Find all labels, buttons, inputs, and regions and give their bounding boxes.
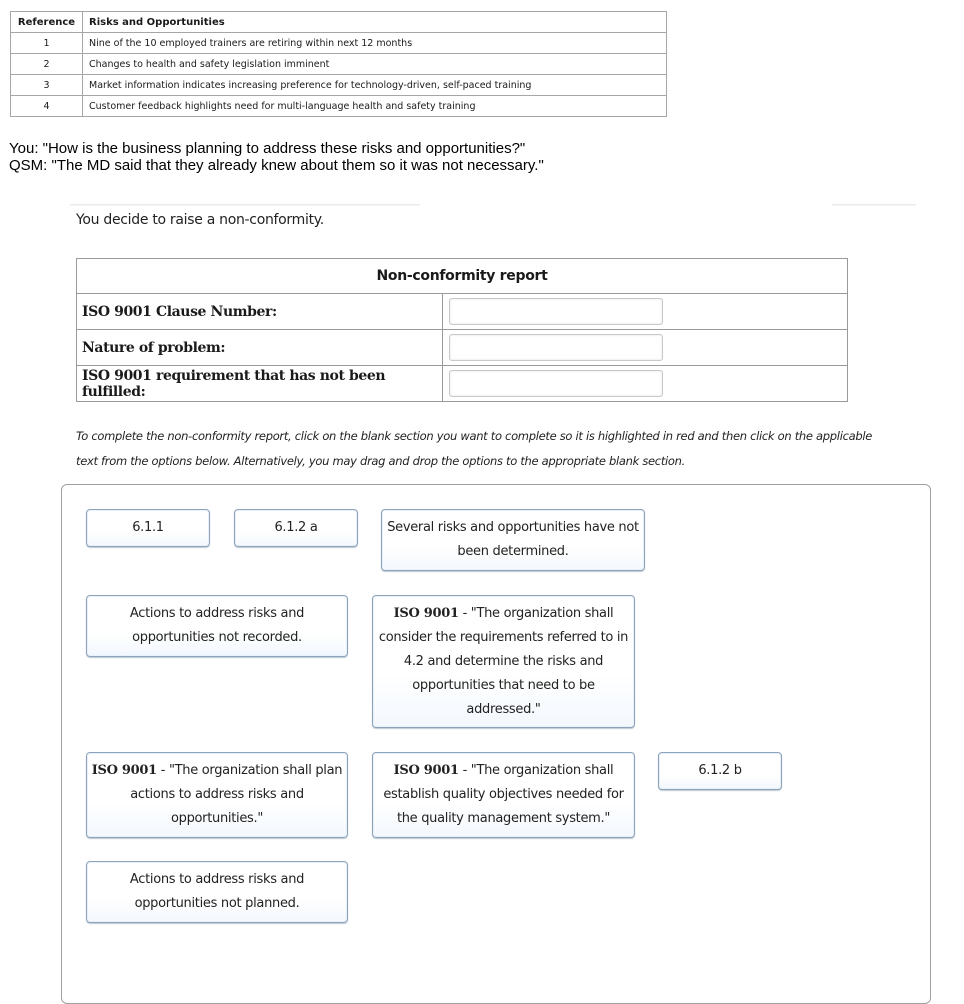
- option-6-1-2-a[interactable]: [234, 509, 358, 547]
- option-text: - "The organization shall consider the requirements referred to in 4.2 and determine the risks and opportunities that need to be addressed.": [378, 605, 629, 717]
- option-label: Actions to address risks and opportunities not recorded.: [129, 606, 305, 645]
- divider-left: [70, 204, 420, 206]
- report-row-clause: [77, 294, 848, 330]
- option-label: Several risks and opportunities have not been determined.: [387, 520, 639, 559]
- non-conformity-report: [76, 258, 848, 402]
- reference-cell: 2: [11, 54, 83, 75]
- reference-cell: 3: [11, 75, 83, 96]
- option-prefix: ISO 9001: [91, 763, 157, 778]
- option-iso-plan-actions[interactable]: [86, 752, 348, 838]
- option-label: Actions to address risks and opportunities not planned.: [129, 872, 305, 911]
- risk-cell: Customer feedback highlights need for multi-language health and safety training: [83, 96, 667, 117]
- intro-text: You decide to raise a non-conformity.: [76, 212, 324, 228]
- option-label: [377, 602, 630, 722]
- column-header-reference: Reference: [11, 12, 83, 33]
- risk-cell: Changes to health and safety legislation imminent: [83, 54, 667, 75]
- column-header-risks: Risks and Opportunities: [83, 12, 667, 33]
- option-6-1-2-b[interactable]: [658, 752, 782, 790]
- option-prefix: ISO 9001: [393, 763, 459, 778]
- table-row: [11, 96, 667, 117]
- auditor-question: You: "How is the business planning to address these risks and opportunities?": [9, 140, 526, 157]
- risk-cell: Market information indicates increasing preference for technology-driven, self-paced training: [83, 75, 667, 96]
- nature-of-problem-label: Nature of problem:: [77, 330, 443, 366]
- options-panel: [61, 484, 931, 1004]
- option-prefix: ISO 9001: [393, 605, 459, 621]
- option-text: - "The organization shall plan actions to address risks and opportunities.": [130, 763, 343, 826]
- instructions-text: To complete the non-conformity report, click on the blank section you want to complete so it is highlighted in red and then click on the applicable text from the options below. Alternatively, you may drag and drop the options to the appropriate blank section.: [76, 429, 873, 468]
- option-label: [377, 759, 630, 831]
- table-header-row: [11, 12, 667, 33]
- risk-cell: Nine of the 10 employed trainers are retiring within next 12 months: [83, 33, 667, 54]
- option-label: 6.1.2 a: [274, 520, 318, 535]
- reference-cell: 4: [11, 96, 83, 117]
- clause-number-drop-slot[interactable]: [449, 298, 663, 325]
- reference-cell: 1: [11, 33, 83, 54]
- requirement-drop-slot[interactable]: [449, 370, 663, 397]
- option-label: 6.1.1: [132, 520, 164, 535]
- divider-right: [832, 204, 916, 206]
- requirement-label: ISO 9001 requirement that has not been fulfilled:: [77, 366, 443, 402]
- risks-opportunities-table: [10, 11, 667, 117]
- option-actions-not-recorded[interactable]: [86, 595, 348, 657]
- report-row-requirement: [77, 366, 848, 402]
- report-title: Non-conformity report: [77, 259, 848, 294]
- option-label: 6.1.2 b: [698, 763, 742, 778]
- nature-of-problem-drop-slot[interactable]: [449, 334, 663, 361]
- qsm-answer: QSM: "The MD said that they already knew about them so it was not necessary.": [9, 157, 544, 174]
- table-row: [11, 75, 667, 96]
- option-actions-not-planned[interactable]: [86, 861, 348, 923]
- audit-dialogue: [9, 140, 544, 174]
- option-label: [91, 759, 343, 831]
- option-text: - "The organization shall establish quality objectives needed for the quality management system.": [383, 763, 624, 826]
- table-row: [11, 33, 667, 54]
- clause-number-label: ISO 9001 Clause Number:: [77, 294, 443, 330]
- option-risks-not-determined[interactable]: [381, 509, 645, 571]
- report-row-nature: [77, 330, 848, 366]
- option-iso-quality-objectives[interactable]: [372, 752, 635, 838]
- option-6-1-1[interactable]: [86, 509, 210, 547]
- table-row: [11, 54, 667, 75]
- option-iso-determine-risks[interactable]: [372, 595, 635, 728]
